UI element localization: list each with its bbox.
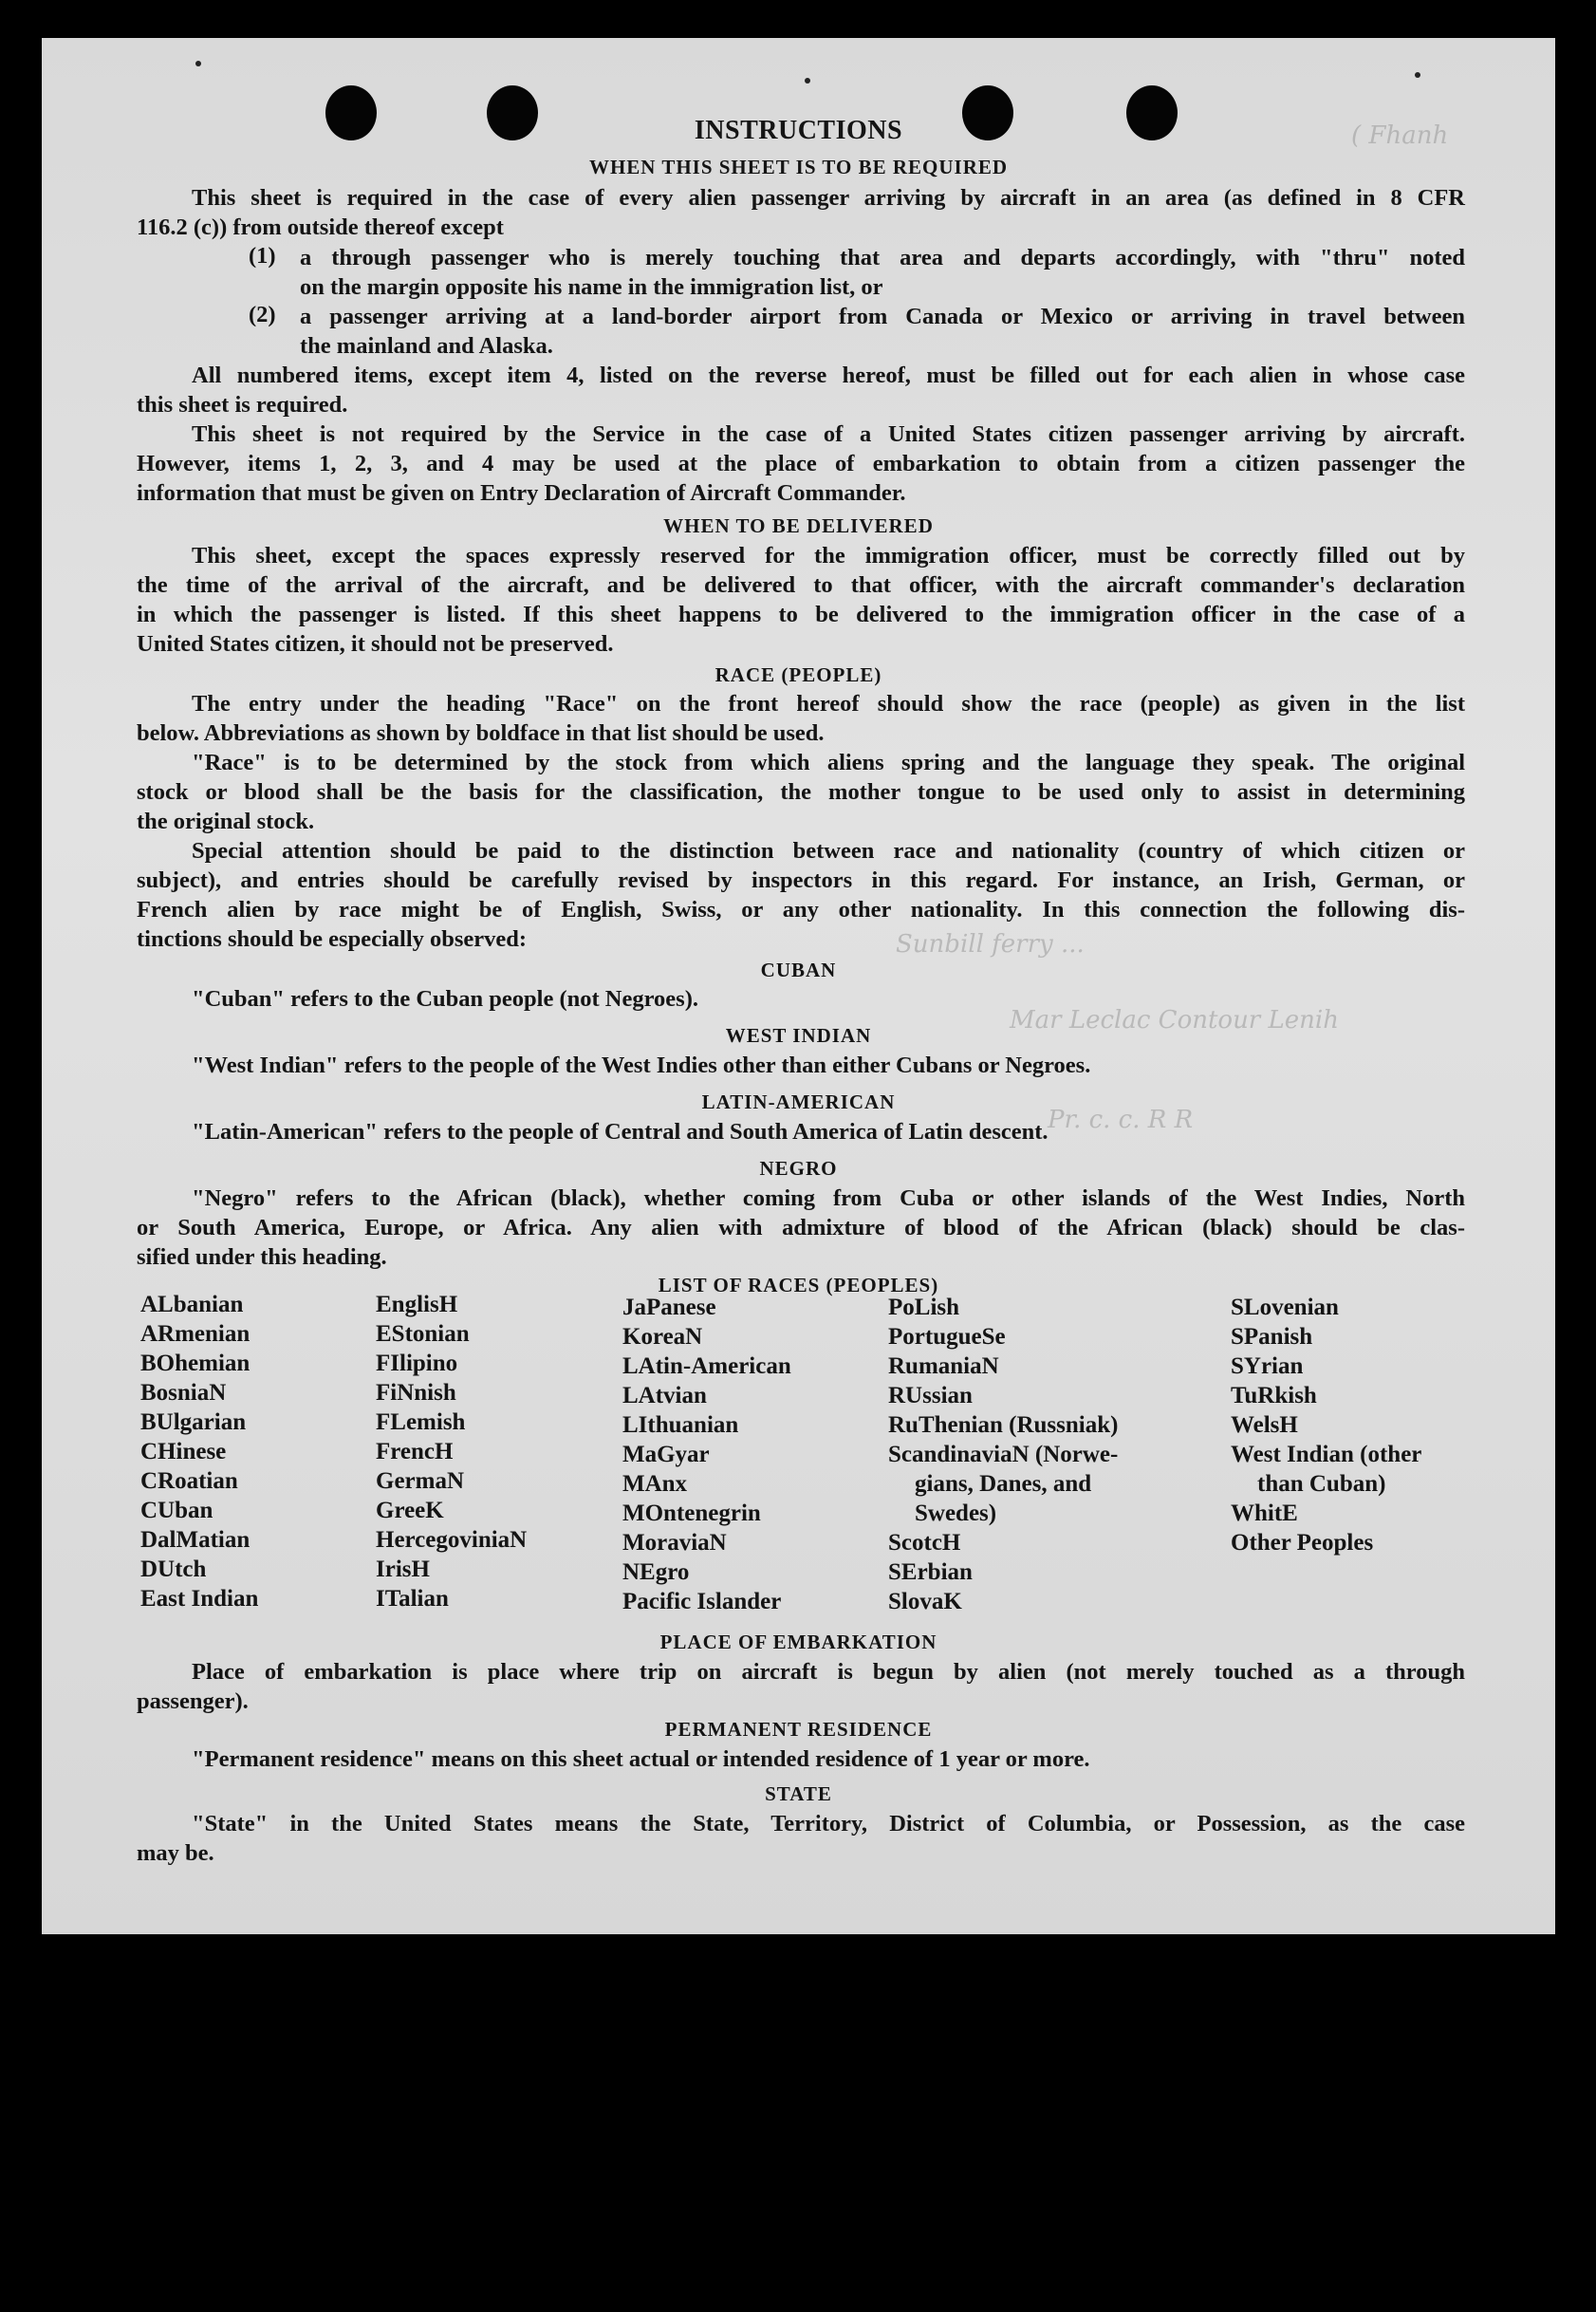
race-entry: CHinese (140, 1439, 227, 1464)
race-entry: East Indian (140, 1586, 259, 1612)
race-column-2 (376, 1290, 527, 1613)
section-heading-negro: NEGRO (759, 1157, 838, 1180)
race-entry: DUtch (140, 1557, 207, 1582)
paragraph-line: 116.2 (c)) from outside thereof except (137, 214, 504, 240)
race-entry: DalMatian (140, 1527, 251, 1553)
paragraph-line: stock or blood shall be the basis for the classification, the mother tongue to be used only to assist in determining (137, 779, 1465, 805)
race-entry: CRoatian (140, 1468, 238, 1494)
paragraph-line: the time of the arrival of the aircraft, and be delivered to that officer, with the aircraft commander's declaration (137, 572, 1465, 598)
race-entry: EStonian (376, 1321, 470, 1347)
race-entry: ARmenian (140, 1321, 251, 1347)
race-column-4 (888, 1293, 1118, 1616)
paragraph-line: "Latin-American" refers to the people of Central and South America of Latin descent. (192, 1119, 1049, 1145)
paragraph-line: "Race" is to be determined by the stock from which aliens spring and the language they speak. The original (192, 750, 1465, 775)
list-item-line: the mainland and Alaska. (300, 333, 553, 359)
race-entry: PoLish (888, 1295, 960, 1320)
section-heading-latin-american: LATIN-AMERICAN (701, 1091, 896, 1113)
paragraph-line: information that must be given on Entry Declaration of Aircraft Commander. (137, 480, 906, 506)
section-heading-when-required: WHEN THIS SHEET IS TO BE REQUIRED (588, 156, 1009, 178)
paragraph-line: the original stock. (137, 809, 315, 834)
race-entry: JaPanese (622, 1295, 716, 1320)
section-heading-west-indian: WEST INDIAN (725, 1024, 872, 1047)
race-entry: GreeK (376, 1498, 444, 1523)
paragraph-line: The entry under the heading "Race" on the front hereof should show the race (people) as given in the list (192, 691, 1465, 717)
race-entry: WhitE (1231, 1501, 1298, 1526)
race-entry: Swedes) (915, 1501, 997, 1526)
race-entry: FIlipino (376, 1351, 458, 1376)
race-entry: LAtvian (622, 1383, 707, 1408)
race-entry: KoreaN (622, 1324, 703, 1350)
race-entry: ALbanian (140, 1292, 244, 1317)
list-number: (2) (249, 302, 276, 327)
race-entry: GermaN (376, 1468, 465, 1494)
document-sheet (42, 38, 1555, 1934)
race-entry: HercegoviniaN (376, 1527, 528, 1553)
paragraph-line: "West Indian" refers to the people of the West Indies other than either Cubans or Negroes. (192, 1053, 1091, 1078)
paragraph-line: tinctions should be especially observed: (137, 926, 528, 952)
paragraph-line: Place of embarkation is place where trip on aircraft is begun by alien (not merely touched as a through (192, 1659, 1465, 1685)
paragraph-line: "Negro" refers to the African (black), whether coming from Cuba or other islands of the West Indies, North (192, 1185, 1465, 1211)
paragraph-line: "Permanent residence" means on this sheet actual or intended residence of 1 year or more. (192, 1746, 1090, 1772)
race-entry: FLemish (376, 1409, 466, 1435)
race-entry: TuRkish (1231, 1383, 1317, 1408)
race-entry: WelsH (1231, 1412, 1298, 1438)
faint-handwriting: Sunbill ferry ... (896, 930, 1085, 959)
faint-handwriting: Mar Leclac Contour Lenih (1010, 1006, 1339, 1035)
race-entry: RuThenian (Russniak) (888, 1412, 1119, 1438)
section-heading-when-delivered: WHEN TO BE DELIVERED (663, 514, 934, 537)
page-title: INSTRUCTIONS (694, 116, 903, 145)
paragraph-line: Special attention should be paid to the distinction between race and nationality (country of which citizen or (192, 838, 1465, 864)
section-heading-embarkation: PLACE OF EMBARKATION (659, 1631, 937, 1653)
race-entry: MOntenegrin (622, 1501, 761, 1526)
section-heading-residence: PERMANENT RESIDENCE (664, 1718, 933, 1741)
race-entry: PortugueSe (888, 1324, 1006, 1350)
instructions-content (42, 38, 1555, 1934)
race-entry: Other Peoples (1231, 1530, 1374, 1556)
paragraph-line: United States citizen, it should not be preserved. (137, 631, 614, 657)
paragraph-line: This sheet is required in the case of every alien passenger arriving by aircraft in an area (as defined in 8 CFR (192, 185, 1465, 211)
paragraph-line: This sheet is not required by the Service in the case of a United States citizen passenger arriving by aircraft. (192, 421, 1465, 447)
paragraph-line: this sheet is required. (137, 392, 348, 418)
race-column-1 (140, 1290, 258, 1613)
paragraph-line: This sheet, except the spaces expressly reserved for the immigration officer, must be correctly filled out by (192, 543, 1465, 569)
paragraph-line: may be. (137, 1840, 214, 1866)
faint-handwriting: Pr. c. c. R R (1048, 1106, 1194, 1134)
race-entry: ITalian (376, 1586, 449, 1612)
list-item-line: a passenger arriving at a land-border airport from Canada or Mexico or arriving in travel between (300, 304, 1465, 329)
race-entry: EnglisH (376, 1292, 458, 1317)
paragraph-line: sified under this heading. (137, 1244, 387, 1270)
race-entry: SYrian (1231, 1353, 1304, 1379)
race-entry: SErbian (888, 1559, 973, 1585)
section-heading-state: STATE (765, 1782, 832, 1805)
race-entry: RUssian (888, 1383, 973, 1408)
paragraph-line: below. Abbreviations as shown by boldface in that list should be used. (137, 720, 825, 746)
section-heading-list-of-races: LIST OF RACES (PEOPLES) (658, 1274, 939, 1296)
section-heading-cuban: CUBAN (760, 959, 837, 981)
race-entry: ScotcH (888, 1530, 961, 1556)
race-entry: West Indian (other (1231, 1442, 1422, 1467)
race-entry: CUban (140, 1498, 213, 1523)
race-entry: FiNnish (376, 1380, 456, 1406)
race-entry: SlovaK (888, 1589, 962, 1614)
paragraph-line: However, items 1, 2, 3, and 4 may be used at the place of embarkation to obtain from a citizen passenger the (137, 451, 1465, 476)
race-entry: than Cuban) (1257, 1471, 1386, 1497)
paragraph-line: in which the passenger is listed. If this sheet happens to be delivered to the immigration officer in the case of a (137, 602, 1465, 627)
race-entry: MaGyar (622, 1442, 710, 1467)
faint-handwriting: ( Fhanh (1351, 121, 1449, 150)
race-entry: BUlgarian (140, 1409, 247, 1435)
race-entry: RumaniaN (888, 1353, 999, 1379)
paragraph-line: All numbered items, except item 4, listed on the reverse hereof, must be filled out for each alien in whose case (192, 363, 1465, 388)
paragraph-line: "Cuban" refers to the Cuban people (not Negroes). (192, 986, 698, 1012)
section-heading-race: RACE (PEOPLE) (714, 663, 882, 686)
race-entry: LAtin-American (622, 1353, 791, 1379)
list-number: (1) (249, 243, 276, 269)
race-entry: MAnx (622, 1471, 688, 1497)
paragraph-line: passenger). (137, 1688, 249, 1714)
race-entry: IrisH (376, 1557, 430, 1582)
race-entry: gians, Danes, and (915, 1471, 1092, 1497)
race-entry: Pacific Islander (622, 1589, 782, 1614)
paragraph-line: subject), and entries should be carefully revised by inspectors in this regard. For instance, an Irish, German, or (137, 867, 1465, 893)
paragraph-line: "State" in the United States means the State, Territory, District of Columbia, or Possession, as the case (192, 1811, 1465, 1837)
race-entry: FrencH (376, 1439, 454, 1464)
paragraph-line: or South America, Europe, or Africa. Any alien with admixture of blood of the African (black) should be clas- (137, 1215, 1465, 1240)
list-item-line: on the margin opposite his name in the immigration list, or (300, 274, 883, 300)
race-column-3 (622, 1293, 791, 1616)
race-entry: LIthuanian (622, 1412, 739, 1438)
list-item-line: a through passenger who is merely touching that area and departs accordingly, with "thru" noted (300, 245, 1465, 270)
paragraph-line: French alien by race might be of English, Swiss, or any other nationality. In this connection the following dis- (137, 897, 1465, 923)
race-entry: NEgro (622, 1559, 690, 1585)
race-entry: SPanish (1231, 1324, 1313, 1350)
race-entry: BOhemian (140, 1351, 251, 1376)
race-entry: ScandinaviaN (Norwe- (888, 1442, 1119, 1467)
race-entry: SLovenian (1231, 1295, 1339, 1320)
race-entry: MoraviaN (622, 1530, 727, 1556)
race-entry: BosniaN (140, 1380, 227, 1406)
race-column-5 (1231, 1293, 1421, 1557)
